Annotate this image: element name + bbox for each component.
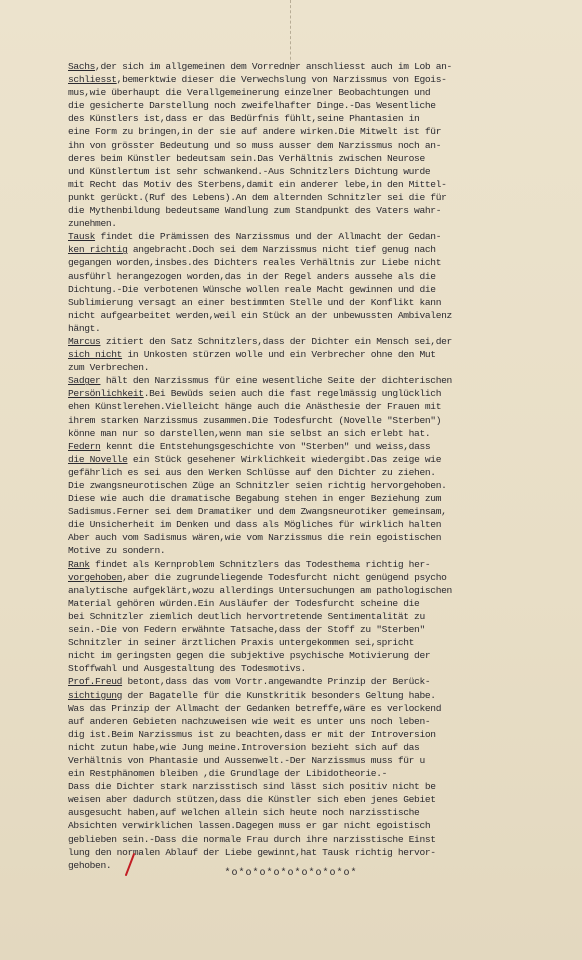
text-line: Diese wie auch die dramatische Begabung stehen in enger Beziehung zum <box>68 493 442 505</box>
line-text: betont,dass das vom Vortr.angewandte Prinzip der Berück- <box>122 676 431 688</box>
line-text: ein Stück gesehener Wirklichkeit wiedergibt.Das zeige wie <box>127 453 442 465</box>
text-line: analytische aufgeklärt,wozu allerdings Untersuchungen am pathologischen <box>68 584 452 596</box>
text-line <box>68 243 578 256</box>
text-line: Was das Prinzip der Allmacht der Gedanken betreffe,wäre es verlockend <box>68 702 442 714</box>
text-line <box>68 440 578 453</box>
underlined-speaker: die Novelle <box>68 453 128 465</box>
underlined-speaker: Rank <box>68 558 90 570</box>
underlined-speaker: Persönlichkeit <box>68 388 144 400</box>
underlined-speaker: sich nicht <box>68 349 123 361</box>
text-line: bei Schnitzler ziemlich deutlich hervortretende Sentimentalität zu <box>68 610 425 622</box>
line-text: angebracht.Doch sei dem Narzissmus nicht tief genug nach <box>127 244 436 256</box>
text-line <box>68 374 578 387</box>
underlined-speaker: vorgehoben <box>68 571 123 583</box>
line-text: .Bei Bewüds seien auch die fast regelmässig unglücklich <box>143 388 442 400</box>
text-line: Dichtung.-Die verbotenen Wünsche wollen reale Macht gewinnen und die <box>68 283 436 295</box>
text-line: zunehmen. <box>68 218 117 230</box>
text-line: Verhältnis von Phantasie und Aussenwelt.-Der Narzissmus muss für u <box>68 754 425 766</box>
text-line <box>68 571 578 584</box>
page-footer-ornament: *o*o*o*o*o*o*o*o*o* <box>224 868 358 879</box>
text-line: auf anderen Gebieten nachzuweisen wie weit es unter uns noch leben- <box>68 715 431 727</box>
text-line: lung den normalen Ablauf der Liebe gewinnt,hat Tausk richtig hervor- <box>68 846 436 858</box>
text-line: ihn von grösster Bedeutung und so muss ausser dem Narzissmus noch an- <box>68 139 442 151</box>
text-line: gehoben. <box>68 859 112 871</box>
text-line: des Künstlers ist,dass er das Bedürfnis fühlt,seine Phantasien in <box>68 113 420 125</box>
text-line: geblieben sein.-Dass die normale Frau durch ihre narzisstische Einst <box>68 833 436 845</box>
text-line: mit Recht das Motiv des Sterbens,damit ein anderer lebe,in den Mittel- <box>68 178 447 190</box>
text-line: Absichten verwirklichen lassen.Dagegen muss er gar nicht egoistisch <box>68 820 431 832</box>
line-text: findet die Prämissen des Narzissmus und der Allmacht der Gedan- <box>95 231 442 243</box>
text-line: Material gehören würden.Ein Ausläufer der Todesfurcht scheine die <box>68 597 420 609</box>
text-line: gefährlich es sei aus den Werken Schlüsse auf den Dichter zu ziehen. <box>68 466 436 478</box>
text-line: ausgesucht haben,auf welchen allein sich heute noch narzisstische <box>68 807 420 819</box>
text-line <box>68 675 578 688</box>
line-text: kennt die Entstehungsgeschichte von "Sterben" und weiss,dass <box>100 440 431 452</box>
text-line: weisen aber dadurch stützen,dass die Künstler sich eben jenes Gebiet <box>68 794 436 806</box>
underlined-speaker: Marcus <box>68 335 101 347</box>
text-line: Dass die Dichter stark narzisstisch sind lässt sich positiv nicht be <box>68 781 436 793</box>
underlined-speaker: Federn <box>68 440 101 452</box>
text-line <box>68 689 578 702</box>
text-line: ein Restphänomen bleiben ,die Grundlage der Libidotheorie.- <box>68 768 388 780</box>
text-line <box>68 73 578 86</box>
text-line: deres beim Künstler bedeutsam sein.Das Verhältnis zwischen Neurose <box>68 152 425 164</box>
text-line: und Künstlertum ist sehr schwankend.-Aus Schnitzlers Dichtung wurde <box>68 165 431 177</box>
underlined-speaker: schliesst <box>68 74 117 86</box>
text-line: Stoffwahl und Ausgestaltung des Todesmotivs. <box>68 663 306 675</box>
text-line: die Unsicherheit im Denken und dass als Mögliches für wirklich halten <box>68 519 442 531</box>
underlined-speaker: Sachs <box>68 61 96 72</box>
text-line: punkt gerückt.(Ruf des Lebens).An dem alternden Schnitzler sei die für <box>68 191 447 203</box>
text-line: zum Verbrechen. <box>68 362 150 374</box>
text-line <box>68 60 578 73</box>
text-line <box>68 230 578 243</box>
text-line: ausführl herangezogen worden,das in der Regel anders aussehe als die <box>68 270 436 282</box>
text-line <box>68 558 578 571</box>
text-line: hängt. <box>68 322 101 334</box>
text-line: nicht im geringsten gegen die subjektive psychische Motivierung der <box>68 650 431 662</box>
text-line: Sublimierung versagt an einer bestimmten Stelle und der Konflikt kann <box>68 296 442 308</box>
text-line: nicht zutun habe,wie Jung meine.Introversion bezieht sich auf das <box>68 741 420 753</box>
line-text: ,bemerktwie dieser die Verwechslung von Narzissmus von Egois- <box>116 74 447 86</box>
text-line: Motive zu sondern. <box>68 545 166 557</box>
line-text: der Bagatelle für die Kunstkritik besonders Geltung habe. <box>122 689 436 701</box>
red-pen-mark-icon <box>120 852 138 878</box>
line-text: ,aber die zugrundeliegende Todesfurcht nicht genügend psycho <box>122 571 447 583</box>
underlined-speaker: Prof.Freud <box>68 676 123 688</box>
text-line: Sadismus.Ferner sei dem Dramatiker und dem Zwangsneurotiker gemeinsam, <box>68 506 447 518</box>
text-line: ihrem starken Narzissmus zusammen.Die Todesfurcht (Novelle "Sterben") <box>68 414 442 426</box>
line-text: hält den Narzissmus für eine wesentliche Seite der dichterischen <box>100 375 452 387</box>
underlined-speaker: sichtigung <box>68 689 123 701</box>
text-line <box>68 453 578 466</box>
text-line: nicht aufgearbeitet werden,weil ein Stück an der unbewussten Ambivalenz <box>68 309 452 321</box>
underlined-speaker: Tausk <box>68 231 96 243</box>
text-line: die Mythenbildung bedeutsame Wandlung zum Standpunkt des Vaters wahr- <box>68 205 442 217</box>
text-line: Schnitzler in seiner ärztlichen Praxis untergekommen sei,spricht <box>68 637 415 649</box>
text-line <box>68 335 578 348</box>
text-line: eine Form zu bringen,in der sie auf andere wirken.Die Mitwelt ist für <box>68 126 442 138</box>
text-line: könne man nur so darstellen,wenn man sie selbst an sich erlebt hat. <box>68 427 431 439</box>
text-line: Aber auch vom Sadismus wären,wie vom Narzissmus die rein egoistischen <box>68 532 442 544</box>
underlined-speaker: ken richtig <box>68 244 128 256</box>
text-line: dig ist.Beim Narzissmus ist zu beachten,dass er mit der Introversion <box>68 728 436 740</box>
line-text: zitiert den Satz Schnitzlers,dass der Dichter ein Mensch sei,der <box>100 335 452 347</box>
underlined-speaker: Sadger <box>68 375 101 387</box>
text-line: die gesicherte Darstellung noch zweifelhafter Dinge.-Das Wesentliche <box>68 100 436 112</box>
text-line: ehen Künstlerehen.Vielleicht hänge auch die Anästhesie der Frauen mit <box>68 401 442 413</box>
text-line <box>68 348 578 361</box>
line-text: findet als Kernproblem Schnitzlers das Todesthema richtig her- <box>89 558 431 570</box>
line-text: in Unkosten stürzen wolle und ein Verbrecher ohne den Mut <box>122 349 436 361</box>
text-line: Die zwangsneurotischen Züge an Schnitzler seien richtig hervorgehoben. <box>68 480 447 491</box>
text-line <box>68 387 578 400</box>
text-line: gegangen worden,insbes.des Dichters reales Verhältnis zur Liebe nicht <box>68 257 442 269</box>
text-body <box>68 60 578 872</box>
text-line: mus,wie überhaupt die Verallgemeinerung einzelner Beobachtungen und <box>68 87 431 99</box>
text-line: sein.-Die von Federn erwähnte Tatsache,dass der Stoff zu "Sterben" <box>68 624 425 636</box>
line-text: ,der sich im allgemeinen dem Vorredner anschliesst auch im Lob an- <box>95 61 452 72</box>
